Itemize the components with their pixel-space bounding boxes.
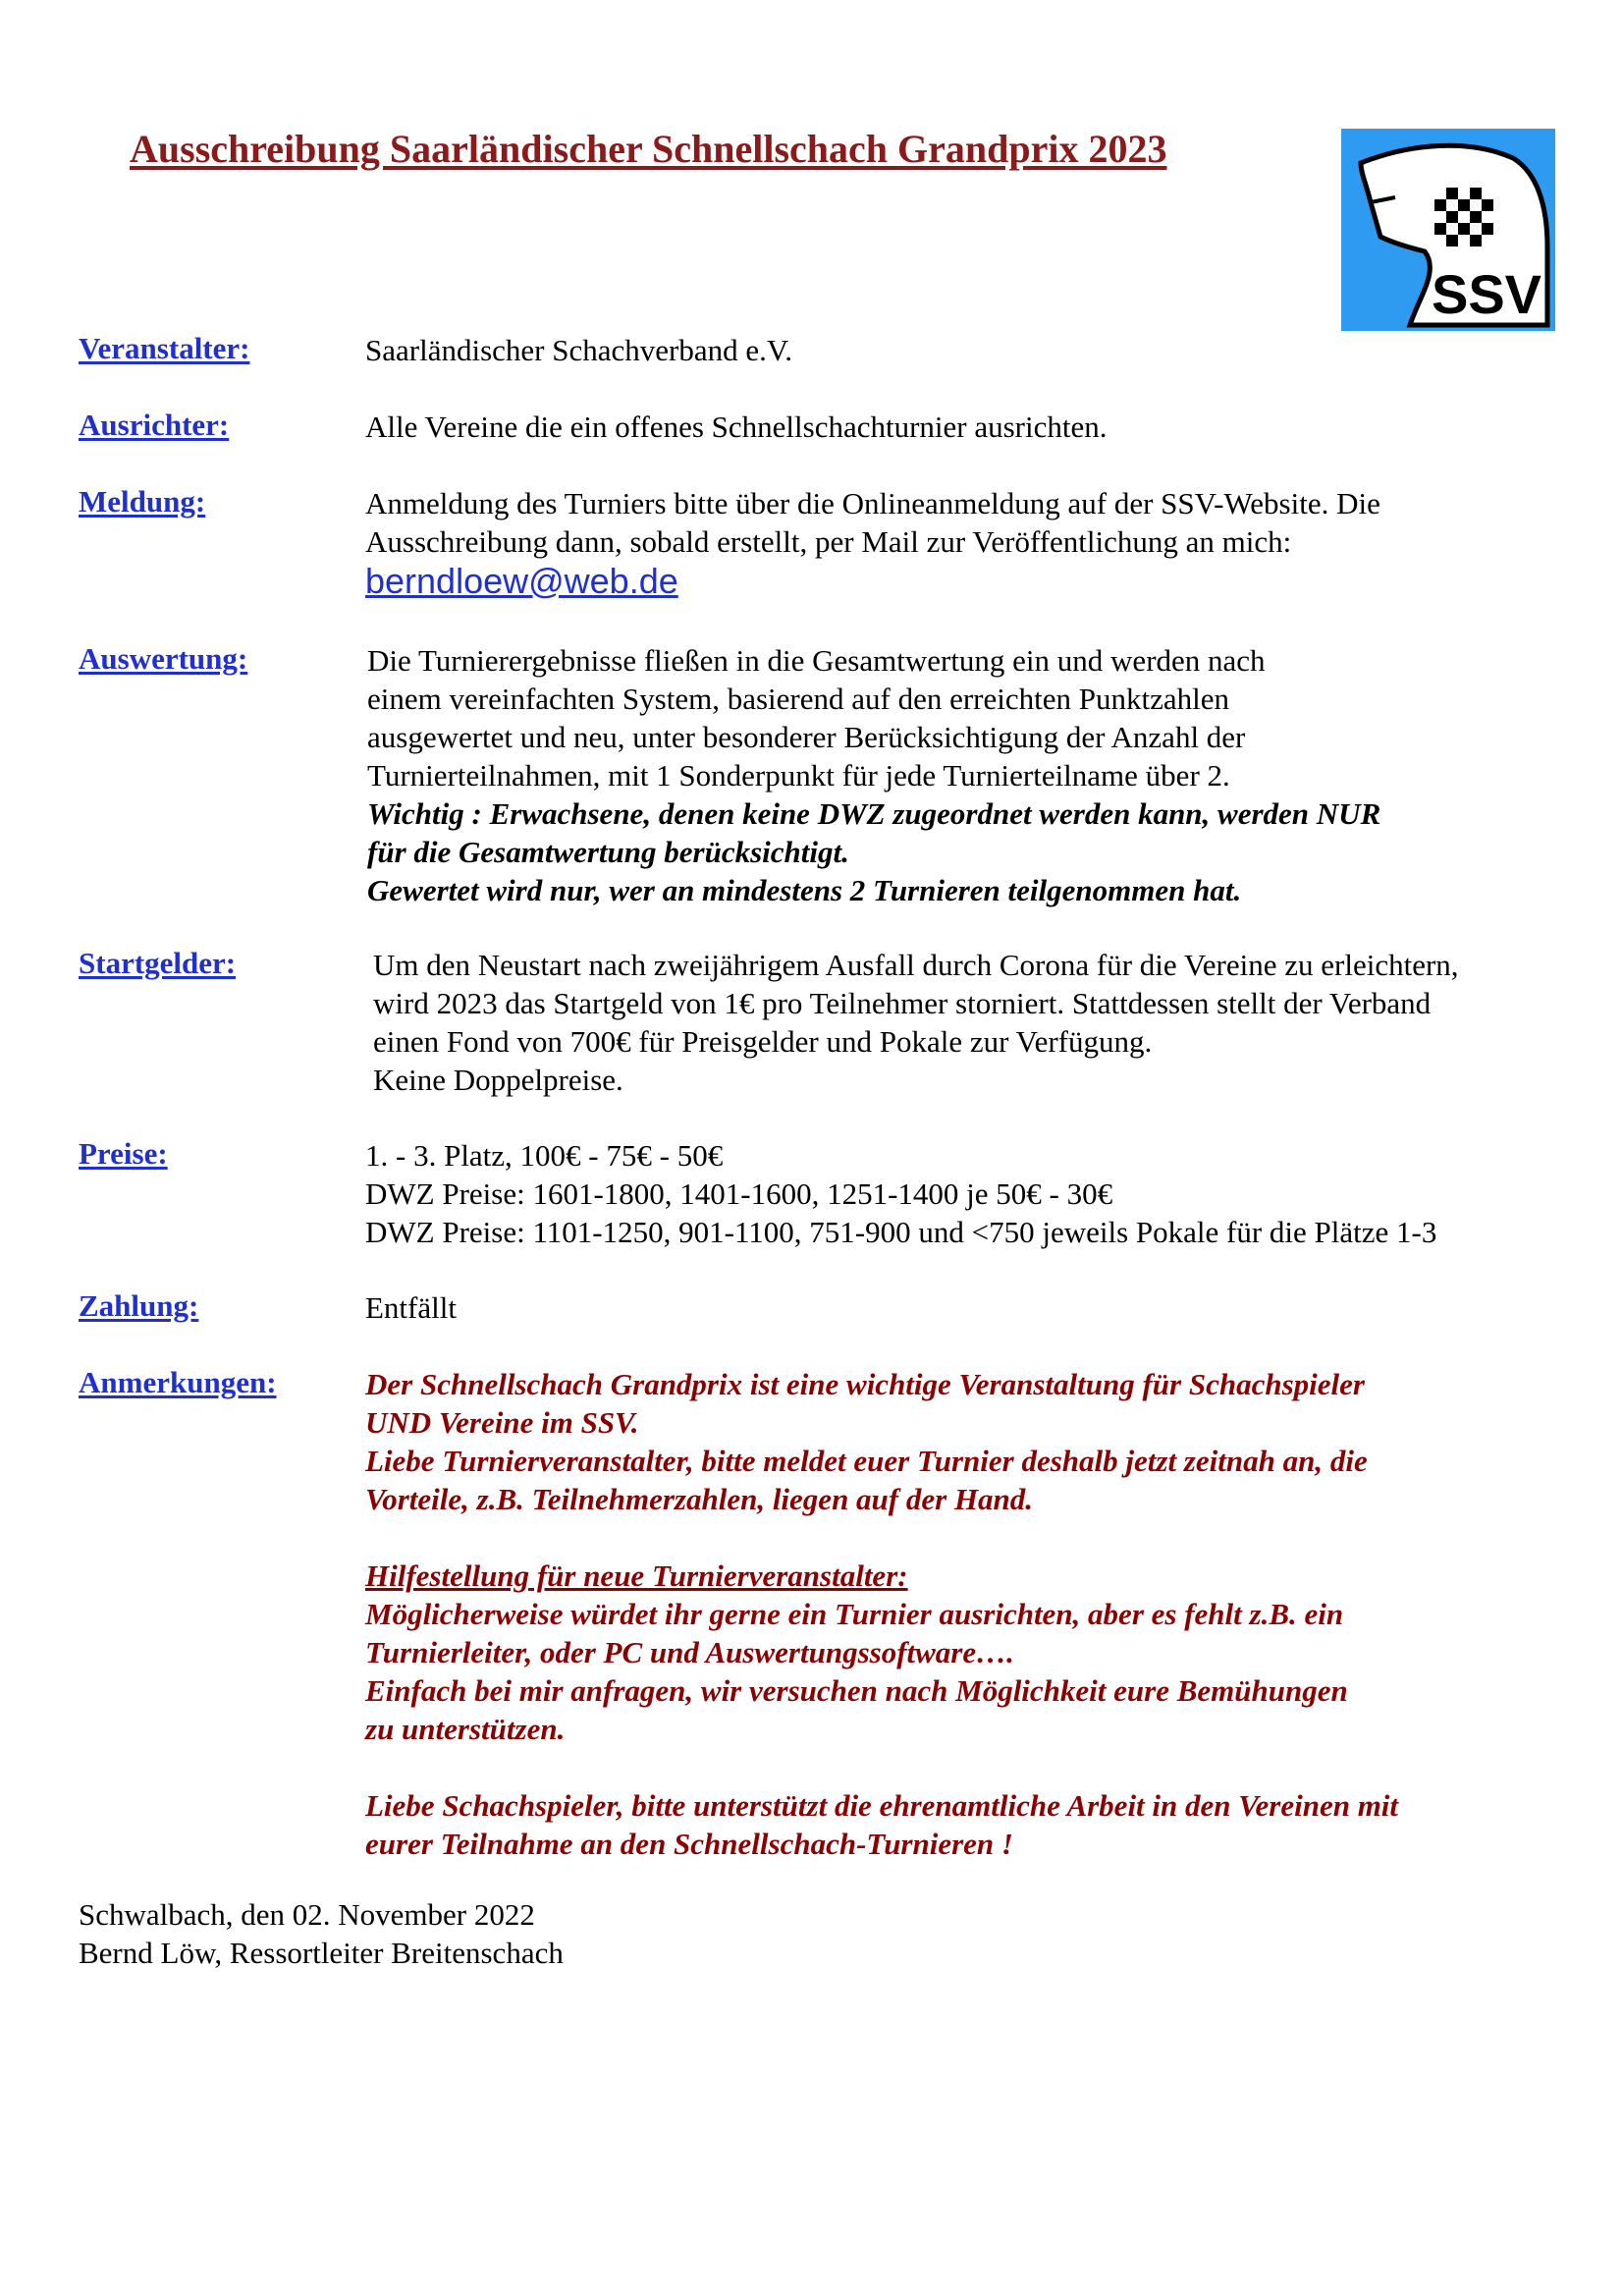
label-zahlung: Zahlung: <box>79 1288 199 1323</box>
author: Bernd Löw, Ressortleiter Breitenschach <box>79 1936 564 1970</box>
svg-text:SSV: SSV <box>1431 263 1542 325</box>
meldung-text: Anmeldung des Turniers bitte über die Onlineanmeldung auf der SSV-Website. Die Ausschreibung dann, sobald erstellt, per Mail zur Veröffentlichung an mich: berndloew@web.de <box>365 486 1380 601</box>
signature <box>79 1895 564 1972</box>
label-meldung: Meldung: <box>79 484 206 519</box>
label-veranstalter: Veranstalter: <box>79 331 250 365</box>
preise-text: 1. - 3. Platz, 100€ - 75€ - 50€ DWZ Preise: 1601-1800, 1401-1600, 1251-1400 je 50€ - 30€ DWZ Preise: 1101-1250, 901-1100, 751-900 und <750 jeweils Pokale für die Plätze 1-3 <box>365 1138 1437 1249</box>
ausrichter-text: Alle Vereine die ein offenes Schnellschachturnier ausrichten. <box>365 410 1108 444</box>
ssv-logo <box>1341 129 1555 331</box>
veranstalter-text: Saarländischer Schachverband e.V. <box>365 333 792 367</box>
place-date: Schwalbach, den 02. November 2022 <box>79 1897 535 1932</box>
anmerkungen-text: Der Schnellschach Grandprix ist eine wichtige Veranstaltung für Schachspieler UND Vereine im SSV. Liebe Turnierveranstalter, bitte meldet euer Turnier deshalb jetzt zeitnah an, die Vorteile, z.B. Teilnehmerzahlen, liegen auf der Hand. Hilfestellung für neue Turnierveranstalter: Möglicherweise würdet ihr gerne ein Turnier ausrichten, aber es fehlt z.B. ein Turnierleiter, oder PC und Auswertungssoftware…. Einfach bei mir anfragen, wir versuchen nach Möglichkeit eure Bemühungen zu unterstützen. Liebe Schachspieler, bitte unterstützt die ehrenamtliche Arbeit in den Vereinen mit eurer Teilnahme an den Schnellschach-Turnieren ! <box>365 1367 1399 1861</box>
label-anmerkungen: Anmerkungen: <box>79 1365 277 1399</box>
startgelder-text: Um den Neustart nach zweijährigem Ausfall durch Corona für die Vereine zu erleichtern, wird 2023 das Startgeld von 1€ pro Teilnehmer storniert. Stattdessen stellt der Verband einen Fond von 700€ für Preisgelder und Pokale zur Verfügung. Keine Doppelpreise. <box>373 948 1459 1097</box>
label-startgelder: Startgelder: <box>79 946 237 980</box>
chess-knight-logo-icon <box>1341 129 1555 331</box>
email-link[interactable]: berndloew@web.de <box>365 561 678 601</box>
label-preise: Preise: <box>79 1136 168 1171</box>
auswertung-text: Die Turnierergebnisse fließen in die Gesamtwertung ein und werden nach einem vereinfachten System, basierend auf den erreichten Punktzahlen ausgewertet und neu, unter besonderer Berücksichtigung der Anzahl der Turnierteilnahmen, mit 1 Sonderpunkt für jede Turnierteilname über 2. Wichtig : Erwachsene, denen keine DWZ zugeordnet werden kann, werden NUR für die Gesamtwertung berücksichtigt. Gewertet wird nur, wer an mindestens 2 Turnieren teilgenommen hat. <box>367 643 1381 907</box>
help-heading: Hilfestellung für neue Turnierveranstalter: <box>365 1558 908 1593</box>
label-auswertung: Auswertung: <box>79 641 248 676</box>
document-title: Ausschreibung Saarländischer Schnellschach Grandprix 2023 <box>130 127 1167 171</box>
label-ausrichter: Ausrichter: <box>79 408 230 442</box>
zahlung-text: Entfällt <box>365 1290 457 1325</box>
